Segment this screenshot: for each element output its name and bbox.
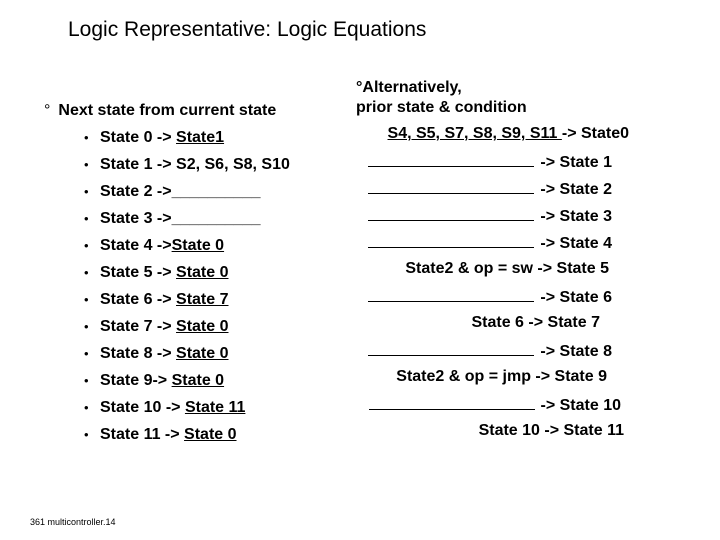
prior-state-row (368, 286, 612, 306)
next-state-item (84, 263, 229, 283)
row-result: -> State 2 (540, 181, 612, 198)
prior-state-row (368, 340, 612, 360)
bullet-icon: • (84, 292, 89, 307)
row-result: -> State 1 (540, 154, 612, 171)
left-heading (44, 102, 276, 120)
row-result: -> State 11 (544, 422, 624, 439)
row-result: -> State 3 (540, 208, 612, 225)
item-prefix: State 0 -> (100, 129, 177, 146)
slide-title: Logic Representative: Logic Equations (68, 18, 427, 41)
next-state-item (84, 236, 224, 256)
item-next-state: State 7 (176, 291, 229, 308)
prior-state-row (479, 421, 624, 441)
next-state-item (84, 290, 229, 310)
bullet-icon: • (84, 184, 89, 199)
row-condition: State2 & op = sw (405, 260, 538, 277)
next-state-item (84, 128, 224, 148)
left-heading-text: Next state from current state (58, 102, 277, 119)
next-state-item (84, 182, 261, 202)
slide-footer: 361 multicontroller.14 (30, 517, 116, 527)
prior-state-row (388, 124, 629, 144)
prior-state-row (368, 151, 612, 171)
next-state-item (84, 317, 229, 337)
next-state-item (84, 371, 224, 391)
item-prefix: State 1 -> S2, S6, S8, S10 (100, 156, 290, 173)
prior-state-row (396, 367, 607, 387)
item-prefix: State 11 -> (100, 426, 185, 443)
blank-line (368, 286, 534, 302)
bullet-icon: • (84, 346, 89, 361)
item-prefix: State 2 ->__________ (100, 183, 261, 200)
item-next-state: State 0 (171, 237, 225, 254)
bullet-icon: • (84, 157, 89, 172)
item-next-state: State 11 (184, 399, 246, 416)
blank-line (368, 178, 534, 194)
row-result: -> State 8 (540, 343, 612, 360)
right-heading (356, 78, 527, 118)
item-prefix: State 6 -> (100, 291, 177, 308)
row-condition: State 10 (478, 422, 545, 439)
blank-line (368, 340, 534, 356)
item-prefix: State 7 -> (100, 318, 177, 335)
item-next-state: State 0 (176, 318, 229, 335)
prior-state-row (369, 394, 621, 414)
row-result: -> State 4 (540, 235, 612, 252)
bullet-icon: • (84, 319, 89, 334)
bullet-icon: • (84, 130, 89, 145)
blank-line (369, 394, 535, 410)
right-heading-line1: °Alternatively, (356, 79, 462, 96)
prior-state-row (368, 205, 612, 225)
item-next-state: State 0 (176, 264, 229, 281)
bullet-icon: • (84, 265, 89, 280)
prior-state-row (471, 313, 600, 333)
blank-line (368, 151, 534, 167)
item-prefix: State 9-> (100, 372, 172, 389)
bullet-icon: • (84, 427, 89, 442)
item-prefix: State 3 ->__________ (100, 210, 261, 227)
prior-state-row (405, 259, 609, 279)
bullet-icon: • (84, 238, 89, 253)
item-prefix: State 8 -> (100, 345, 177, 362)
row-result: -> State 6 (540, 289, 612, 306)
next-state-item (84, 155, 290, 175)
item-next-state: State 0 (176, 345, 229, 362)
right-heading-line2: prior state & condition (356, 99, 527, 116)
item-next-state: State 0 (184, 426, 237, 443)
bullet-icon: • (84, 400, 89, 415)
prior-state-row (368, 232, 612, 252)
next-state-item (84, 425, 237, 445)
item-prefix: State 5 -> (100, 264, 177, 281)
row-result: -> State 10 (540, 397, 621, 414)
row-result: -> State 5 (537, 260, 609, 277)
item-prefix: State 10 -> (100, 399, 185, 416)
blank-line (368, 205, 534, 221)
item-prefix: State 4 -> (100, 237, 172, 254)
next-state-item (84, 344, 229, 364)
item-next-state: State1 (176, 129, 225, 146)
next-state-item (84, 209, 261, 229)
heading-bullet-icon: ° (44, 102, 51, 119)
row-condition: S4, S5, S7, S8, S9, S11 (387, 125, 562, 142)
row-result: -> State 7 (528, 314, 600, 331)
row-result: -> State 9 (535, 368, 607, 385)
next-state-item (84, 398, 245, 418)
row-result: -> State0 (561, 125, 629, 142)
blank-line (368, 232, 534, 248)
row-condition: State 6 (471, 314, 529, 331)
bullet-icon: • (84, 373, 89, 388)
bullet-icon: • (84, 211, 89, 226)
item-next-state: State 0 (171, 372, 225, 389)
row-condition: State2 & op = jmp (396, 368, 536, 385)
prior-state-row (368, 178, 612, 198)
